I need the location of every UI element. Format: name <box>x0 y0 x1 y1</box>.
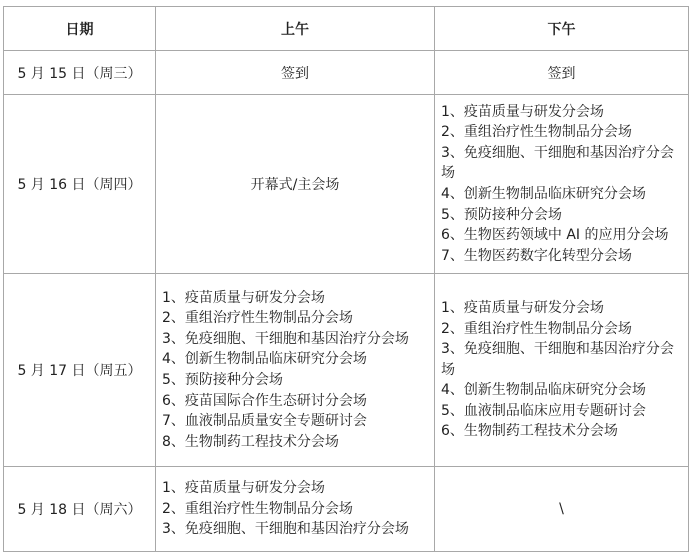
header-row <box>4 7 689 51</box>
list-item: 6、生物制药工程技术分会场 <box>441 423 618 440</box>
afternoon-cell: \ <box>435 467 689 552</box>
morning-cell <box>156 274 435 467</box>
list-item: 3、免疫细胞、干细胞和基因治疗分会场 <box>441 144 674 182</box>
afternoon-cell <box>435 274 689 467</box>
list-item: 8、生物制药工程技术分会场 <box>162 433 339 450</box>
list-item: 3、免疫细胞、干细胞和基因治疗分会场 <box>162 521 409 538</box>
date-cell: 5 月 15 日（周三） <box>4 51 156 95</box>
table-row <box>4 467 689 552</box>
list-item: 1、疫苗质量与研发分会场 <box>441 103 604 120</box>
list-item: 3、免疫细胞、干细胞和基因治疗分会场 <box>162 330 409 347</box>
list-item: 2、重组治疗性生物制品分会场 <box>162 500 353 517</box>
morning-cell: 签到 <box>156 51 435 95</box>
list-item: 4、创新生物制品临床研究分会场 <box>441 382 646 399</box>
list-item: 7、生物医药数字化转型分会场 <box>441 247 632 264</box>
date-cell: 5 月 16 日（周四） <box>4 95 156 274</box>
list-item: 6、生物医药领域中 AI 的应用分会场 <box>441 227 669 244</box>
date-cell: 5 月 17 日（周五） <box>4 274 156 467</box>
list-item: 2、重组治疗性生物制品分会场 <box>441 124 632 141</box>
list-item: 5、血液制品临床应用专题研讨会 <box>441 402 646 419</box>
table-row <box>4 51 689 95</box>
list-item: 4、创新生物制品临床研究分会场 <box>441 186 646 202</box>
date-cell: 5 月 18 日（周六） <box>4 467 156 552</box>
afternoon-cell: 签到 <box>435 51 689 95</box>
list-item: 1、疫苗质量与研发分会场 <box>441 299 604 316</box>
list-item: 2、重组治疗性生物制品分会场 <box>162 310 353 327</box>
list-item: 1、疫苗质量与研发分会场 <box>162 289 325 306</box>
morning-cell <box>156 467 435 552</box>
list-item: 5、预防接种分会场 <box>162 372 283 388</box>
table-row <box>4 95 689 274</box>
list-item: 3、免疫细胞、干细胞和基因治疗分会场 <box>441 341 674 378</box>
header-date: 日期 <box>4 7 156 51</box>
list-item: 6、疫苗国际合作生态研讨分会场 <box>162 392 367 409</box>
list-item: 2、重组治疗性生物制品分会场 <box>441 320 632 337</box>
list-item: 4、创新生物制品临床研究分会场 <box>162 351 367 368</box>
table-row <box>4 274 689 467</box>
afternoon-cell <box>435 95 689 274</box>
morning-cell: 开幕式/主会场 <box>156 95 435 274</box>
header-afternoon: 下午 <box>435 7 689 51</box>
schedule-table <box>3 6 689 552</box>
list-item: 1、疫苗质量与研发分会场 <box>162 480 325 497</box>
header-morning: 上午 <box>156 7 435 51</box>
list-item: 5、预防接种分会场 <box>441 206 562 223</box>
list-item: 7、血液制品质量安全专题研讨会 <box>162 413 367 430</box>
